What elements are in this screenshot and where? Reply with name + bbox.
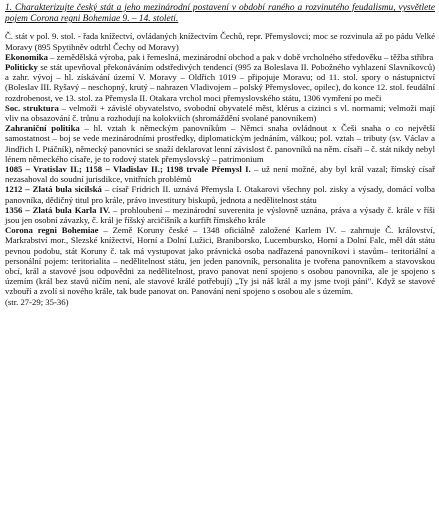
- paragraph-term: Soc. struktura: [5, 102, 59, 113]
- paragraph-text: – velmoži + závislé obyvatelstvo, svobodní obyvatelé měst, klérus a cizinci s vl. normami; velmoži mají vliv na obsazování č. trůnu a rozhodují na kolokviích (shromáždění svolané panovníkem): [5, 102, 436, 124]
- page-reference: (str. 27-29; 35-36): [5, 296, 69, 307]
- paragraph-politics: [5, 62, 435, 103]
- paragraph-term: Zahraniční politika: [5, 123, 80, 134]
- question-heading: 1. Charakterizujte český stát a jeho mezinárodní postavení v období raného a rozvinutého feudalismu, vysvětlete pojem Corona regni Bohemiae 9. – 14. století.: [5, 3, 435, 25]
- paragraph-social-structure: [5, 103, 435, 123]
- paragraph-golden-bull-sicily: [5, 184, 435, 204]
- paragraph-text: – zemědělská výroba, pak i řemeslná, mezinárodní obchod a pak v době vrcholného středověku – těžba stříbra: [47, 51, 434, 62]
- paragraph-economy: [5, 52, 435, 62]
- paragraph-text: – prohloubení – mezinárodní suverenita je výslovně uznána, práva a výsady č. krále v říši jsou jen osobní závazky, č. král je říšský arcičíšník a kurfiřt římského krále: [5, 204, 435, 226]
- paragraph-text: Č. stát v pol. 9. stol. - řada knížectví, ovládaných knížectvím Čechů, repr. Přemyslovci; moc se rozvinula až po pádu Velké Moravy (895 Spytihněv odtrhl Čechy od Moravy): [5, 31, 435, 52]
- paragraph-golden-bull-charles: [5, 205, 435, 225]
- paragraph-term: 1085 – Vratislav II.; 1158 – Vladislav II.; 1198 trvale Přemysl I.: [5, 164, 251, 175]
- paragraph-term: Politicky: [5, 62, 38, 73]
- paragraph-foreign-policy: [5, 123, 435, 164]
- paragraph-term: 1212 – Zlatá bula sicilská: [5, 184, 102, 195]
- paragraph-term: Ekonomika: [5, 51, 48, 62]
- paragraph-text: – Země Koruny české – 1348 oficiálně založené Karlem IV. – zahrnuje Č. království, Markrabství mor., Slezské knížectví, Horní a Dolní Lužici, Braniborsko, Lucembursko, Horní a Dolní Falc, měl dát státu pevnou podobu, stát Koruny č. tak má vystupovat jako právnická osoba nadřazená panovníkovi i stavům– teritoriální a personální pojem: teritorialita – nedělitelnost státu, jen jeden panovník, personalita je tvořena panovníkem a stavovskou obcí, král a stavové jsou odpovědni za nedělitelnost, pravo panovat není spojeno s osobou panovníka, ale je spojeno s územím (král bez stavů ničím není, ale stavové králé potřebují) „Ty jsi náš král a my jsme tvoji páni". Když se stavové vzbouří a zvolí si nového krále, tak bude panovat on. Panování není spojeno s osobou ale s územím.: [5, 225, 435, 297]
- paragraph-text: – už není možné, aby byl král vazal; římský císař nezasahoval do soudní jurisdikce, vnitřních problémů: [5, 164, 435, 185]
- document-body: [5, 31, 435, 306]
- paragraph-royal-titles: [5, 164, 435, 184]
- paragraph-text: – císař Fridrich II. uznává Přemysla I. Otakarovi všechny pol. zisky a výsady, domácí volba panovníka, dědičný titul pro krále, právo investitury biskupů, jednota a nedělitelnost státu: [5, 184, 435, 205]
- paragraph-corona-regni: [5, 225, 435, 296]
- paragraph-term: Corona regni Bohemiae: [5, 225, 99, 236]
- paragraph-czech-state: [5, 31, 435, 51]
- paragraph-text: se stát upevňoval překonáváním odstředivých tendencí (995 za Boleslava II. Pobožného vyhlazení Slavníkovců) a zahr. vývoj – hl. získávání území V. Moravy – Oldřich 1019 – připojuje Moravu; od 11. stol. spory o nástupnictví (Boleslav III. Ryšavý – neschopný, krutý – nahrazen Vladivojem – polský Přemyslovec, opilec), do konce 12. stol. feudální rozdrobenost, ve 13. stol. za Přemysla II. Otakara vrchol moci přemyslovského státu, 1306 vymření po meči: [5, 62, 435, 103]
- paragraph-term: 1356 – Zlatá bula Karla IV.: [5, 204, 111, 215]
- paragraph-text: – hl. vztah k německým panovníkům – Němci snaha ovládnout x Češi snaha o co největší samostatnost – boj se vede mezinárodními prostředky, diplomatickým jednáním, válkou; pol. vztah – tributy (sv. Václav a Jindřich I. Ptáčník), německý panovníci se snaží deklarovat lenní závislost č. panovníků na něm. císaři – č. stát nikdy nebyl lénem německého císaře, je to rodový statek přemyslovský – patrimonium: [5, 123, 435, 164]
